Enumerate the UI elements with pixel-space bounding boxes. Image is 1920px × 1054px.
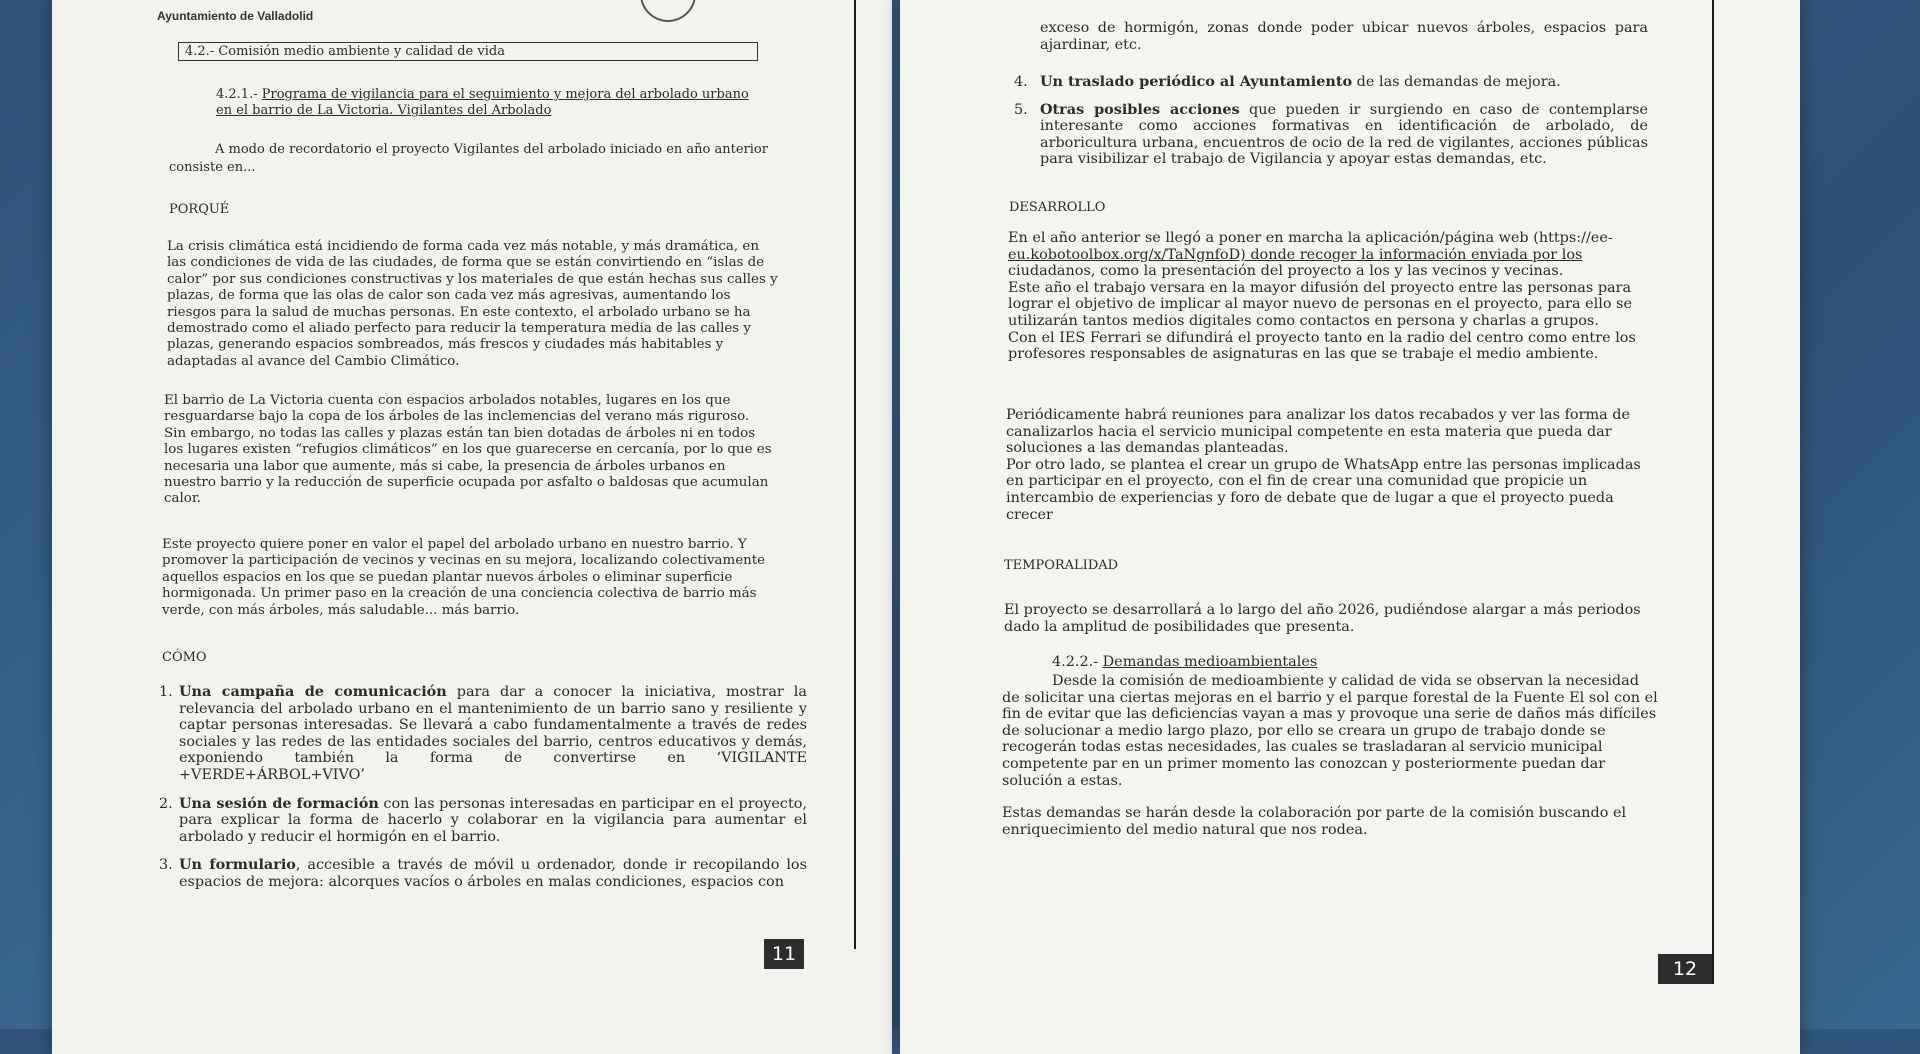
text-line: crecer [1006, 506, 1053, 523]
subsection-number: 4.2.1.- [216, 87, 262, 102]
temporalidad-paragraph [1004, 602, 1664, 635]
text-line: plazas, generando espacios sombreados, más frescos y ciudades más habitables y [167, 337, 724, 353]
text-line: Este proyecto quiere poner en valor el papel del arbolado urbano en nuestro barrio. Y [162, 537, 747, 552]
list-number: 1. [159, 684, 173, 700]
como-heading: CÓMO [162, 650, 207, 665]
text-line: Estas demandas se harán desde la colaboración por parte de la comisión buscando el [1002, 805, 1627, 821]
text-line: de solucionar a medio largo plazo, por ello se creara un grupo de trabajo donde se [1002, 722, 1606, 739]
text-line: Este año el trabajo versara en la mayor difusión del proyecto entre las personas para [1008, 279, 1632, 296]
text-line: En el año anterior se llegó a poner en marcha la aplicación/página web (https://ee- [1008, 230, 1613, 246]
text-line: demostrado como el aliado perfecto para reducir la temperatura media de las calles y [167, 321, 751, 337]
text-line: nuestro barrio y la reducción de superficie ocupada por asfalto o baldosas que acumulan [164, 475, 769, 491]
intro-line-2: consiste en... [169, 160, 256, 175]
subsection-title-line1: Programa de vigilancia para el seguimiento y mejora del arbolado urbano [261, 87, 749, 102]
text-line: Periódicamente habrá reuniones para analizar los datos recabados y ver las forma de [1006, 407, 1630, 423]
text-line: intercambio de experiencias y foro de debate que de lugar a que el proyecto pueda [1006, 489, 1614, 506]
section-title: 4.2.- Comisión medio ambiente y calidad de vida [178, 42, 758, 61]
list-item-text: que pueden ir surgiendo en caso de contemplarse interesante como acciones formativas en identificación de arbolado, de arboricultura urbana, encuentros de ocio de la red de vigilantes, acciones públicas para visibilizar el trabajo de Vigilancia y apoyar estas demandas, etc. [1040, 101, 1648, 168]
text-line: verde, con más árboles, más saludable... más barrio. [162, 602, 520, 618]
text-line: ciudadanos, como la presentación del proyecto a los y las vecinos y vecinas. [1008, 263, 1564, 280]
text-line: Por otro lado, se plantea el crear un grupo de WhatsApp entre las personas implicadas [1006, 456, 1641, 473]
como-list [159, 684, 807, 891]
text-line: calor” por sus condiciones constructivas y los materiales de que están hechas sus calles y [167, 271, 778, 287]
list-item-text: , accesible a través de móvil u ordenador, donde ir recopilando los espacios de mejora: alcorques vacíos o árboles en malas condiciones, espacios con [179, 857, 807, 890]
page-edge-line [854, 0, 856, 949]
text-line: fin de evitar que las deficiencias vayan a mas y provoque una serie de daños más difíciles [1002, 706, 1657, 723]
desarrollo-paragraph-1 [1008, 230, 1668, 363]
text-line: enriquecimiento del medio natural que nos rodea. [1002, 821, 1368, 838]
text-line: lograr el objetivo de implicar al mayor nuevo de personas en el proyecto, para ello se [1008, 296, 1632, 313]
subsection-2-number: 4.2.2.- [1052, 654, 1103, 670]
temporalidad-heading: TEMPORALIDAD [1004, 558, 1119, 573]
text-line: hormigonada. Un primer paso en la creación de una conciencia colectiva de barrio más [162, 586, 757, 602]
text-line: las condiciones de vida de las ciudades, de forma que se están convirtiendo en “islas de [167, 255, 765, 271]
list-number: 2. [159, 795, 173, 812]
text-line: Con el IES Ferrari se difundirá el proyecto tanto en la radio del centro como entre los [1008, 329, 1636, 346]
page-left [52, 0, 892, 1054]
list-item [159, 857, 807, 890]
text-line: necesaria una labor que aumente, más si cabe, la presencia de árboles urbanos en [164, 458, 726, 474]
demandas-paragraph-2 [1002, 805, 1682, 838]
list-number: 4. [1014, 74, 1028, 90]
text-line: Desde la comisión de medioambiente y calidad de vida se observan la necesidad [1052, 673, 1639, 689]
form-link[interactable]: eu.kobotoolbox.org/x/TaNgnfoD) donde recoger la información enviada por los [1008, 246, 1583, 263]
subsection-2-title [1052, 654, 1317, 671]
text-line: en participar en el proyecto, con el fin de crear una comunidad que propicie un [1006, 473, 1588, 490]
text-line: resguardarse bajo la copa de los árboles de las inclemencias del verano más riguroso. [164, 409, 750, 425]
list-item [159, 684, 807, 784]
list-item-bold: Un formulario [179, 856, 296, 874]
page-header: Ayuntamiento de Valladolid [157, 9, 314, 23]
porque-paragraph-3 [162, 537, 802, 619]
list-number: 3. [159, 857, 173, 874]
text-line: El proyecto se desarrollará a lo largo del año 2026, pudiéndose alargar a más periodos [1004, 602, 1641, 618]
list-item-bold: Una sesión de formación [179, 794, 379, 812]
text-line: competente par en un primer momento las conozcan y posteriormente puedan dar [1002, 755, 1606, 772]
list-item-bold: Otras posibles acciones [1040, 100, 1240, 118]
list-item-text: con las personas interesadas en participar en el proyecto, para explicar la forma de hacerlo y colaborar en la vigilancia para aumentar el arbolado y reducir el hormigón en el barrio. [179, 795, 807, 845]
text-line: aquellos espacios en los que se puedan plantar nuevos árboles o eliminar superficie [162, 569, 733, 585]
list-item [1014, 102, 1648, 168]
city-seal-logo [640, 0, 696, 22]
text-line: soluciones a las demandas planteadas. [1006, 440, 1289, 457]
intro-line-1: A modo de recordatorio el proyecto Vigilantes del arbolado iniciado en año anterior [215, 142, 768, 157]
desarrollo-paragraph-2 [1006, 407, 1666, 523]
porque-heading: PORQUÉ [169, 202, 230, 217]
text-line: El barrio de La Victoria cuenta con espacios arbolados notables, lugares en los que [164, 393, 731, 408]
list-item [1014, 74, 1648, 91]
list-item [159, 796, 807, 846]
text-line: plazas, de forma que las olas de calor son cada vez más agresivas, aumentando los [167, 288, 731, 304]
desarrollo-heading: DESARROLLO [1009, 200, 1106, 215]
right-list [1014, 74, 1648, 168]
list-item-text: de las demandas de mejora. [1352, 74, 1561, 90]
subsection-title-line2: en el barrio de La Victoria. Vigilantes del Arbolado [216, 103, 552, 118]
text-line: profesores responsables de asignaturas en las que se trabaje el medio ambiente. [1008, 346, 1599, 363]
list-item-text: para dar a conocer la iniciativa, mostrar la relevancia del arbolado urbano en el mantenimiento de un barrio sano y resiliente y captar personas interesadas. Se llevará a cabo fundamentalmente a través de redes sociales y las redes de las entidades sociales del barrio, centros educativos y demás, exponiendo también la forma de convertirse en ‘VIGILANTE +VERDE+ÁRBOL+VIVO’ [179, 684, 807, 783]
text-line: de solicitar una ciertas mejoras en el barrio y el parque forestal de la Fuente El sol con el [1002, 689, 1658, 706]
text-line: dado la amplitud de posibilidades que presenta. [1004, 618, 1355, 635]
text-line: promover la participación de vecinos y vecinas en su mejora, localizando colectivamente [162, 553, 766, 569]
text-line: recogerán todas estas necesidades, las cuales se trasladaran al servicio municipal [1002, 739, 1603, 756]
text-line: La crisis climática está incidiendo de forma cada vez más notable, y más dramática, en [167, 239, 759, 254]
text-line: adaptadas al avance del Cambio Climático. [167, 353, 460, 369]
text-line: canalizarlos hacia el servicio municipal competente en esta materia que pueda dar [1006, 423, 1612, 440]
list-number: 5. [1014, 101, 1028, 118]
text-line: Sin embargo, no todas las calles y plazas están tan bien dotadas de árboles ni en todos [164, 425, 756, 441]
page-number: 11 [764, 939, 804, 969]
demandas-paragraph-1 [1002, 673, 1682, 789]
page-right [900, 0, 1800, 1054]
page-edge-line [1712, 0, 1714, 984]
list-continuation: exceso de hormigón, zonas donde poder ubicar nuevos árboles, espacios para ajardinar, etc. [1040, 20, 1648, 53]
text-line: utilizarán tantos medios digitales como contactos en persona y charlas a grupos. [1008, 312, 1599, 329]
text-line: calor. [164, 491, 202, 507]
text-line: los lugares existen “refugios climáticos” en los que guarecerse en cercanía, por lo que es [164, 442, 772, 458]
text-line: riesgos para la salud de muchas personas. En este contexto, el arbolado urbano se ha [167, 304, 751, 320]
porque-paragraph-1 [167, 239, 807, 370]
list-item-bold: Una campaña de comunicación [179, 683, 447, 700]
text-line: solución a estas. [1002, 772, 1123, 789]
page-number: 12 [1658, 954, 1712, 984]
subsection-title [216, 87, 816, 119]
list-item-bold: Un traslado periódico al Ayuntamiento [1040, 73, 1353, 90]
porque-paragraph-2 [164, 393, 804, 508]
subsection-2-heading: Demandas medioambientales [1102, 654, 1318, 670]
